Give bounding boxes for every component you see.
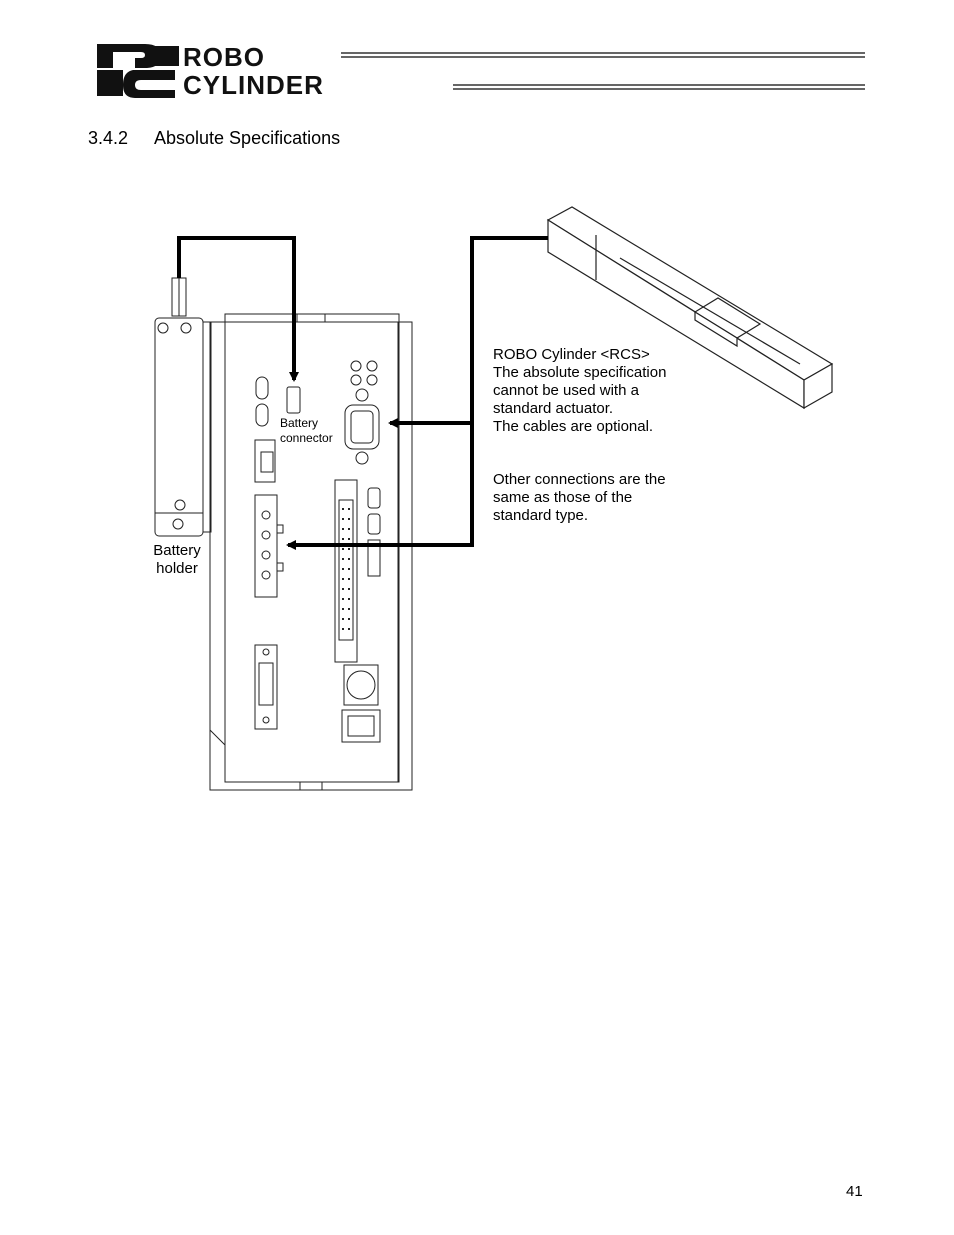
page-number: 41 (846, 1183, 863, 1200)
note-line: standard type. (493, 507, 589, 524)
note-line: cannot be used with a (493, 382, 639, 399)
actuator-note (493, 346, 666, 436)
other-connections-note (493, 471, 666, 525)
controller-unit (210, 314, 412, 790)
label-line: Battery (280, 416, 319, 430)
battery-connector-label (280, 416, 333, 446)
note-line: ROBO Cylinder <RCS> (493, 346, 650, 363)
note-line: same as those of the (493, 489, 633, 506)
io-header-pins (342, 508, 350, 630)
battery-holder-label (147, 542, 207, 578)
section-number: 3.4.2 (88, 128, 129, 148)
note-line: standard actuator. (493, 400, 614, 417)
battery-holder-unit (155, 278, 211, 536)
note-line: The absolute specification (493, 364, 667, 381)
label-line: connector (280, 431, 333, 445)
label-line: Battery (153, 542, 201, 559)
section-title: Absolute Specifications (154, 128, 341, 148)
logo-line2: CYLINDER (183, 70, 324, 100)
note-line: The cables are optional. (493, 418, 654, 435)
label-line: holder (156, 560, 198, 577)
note-line: Other connections are the (493, 471, 666, 488)
logo-line1: ROBO (183, 42, 265, 72)
